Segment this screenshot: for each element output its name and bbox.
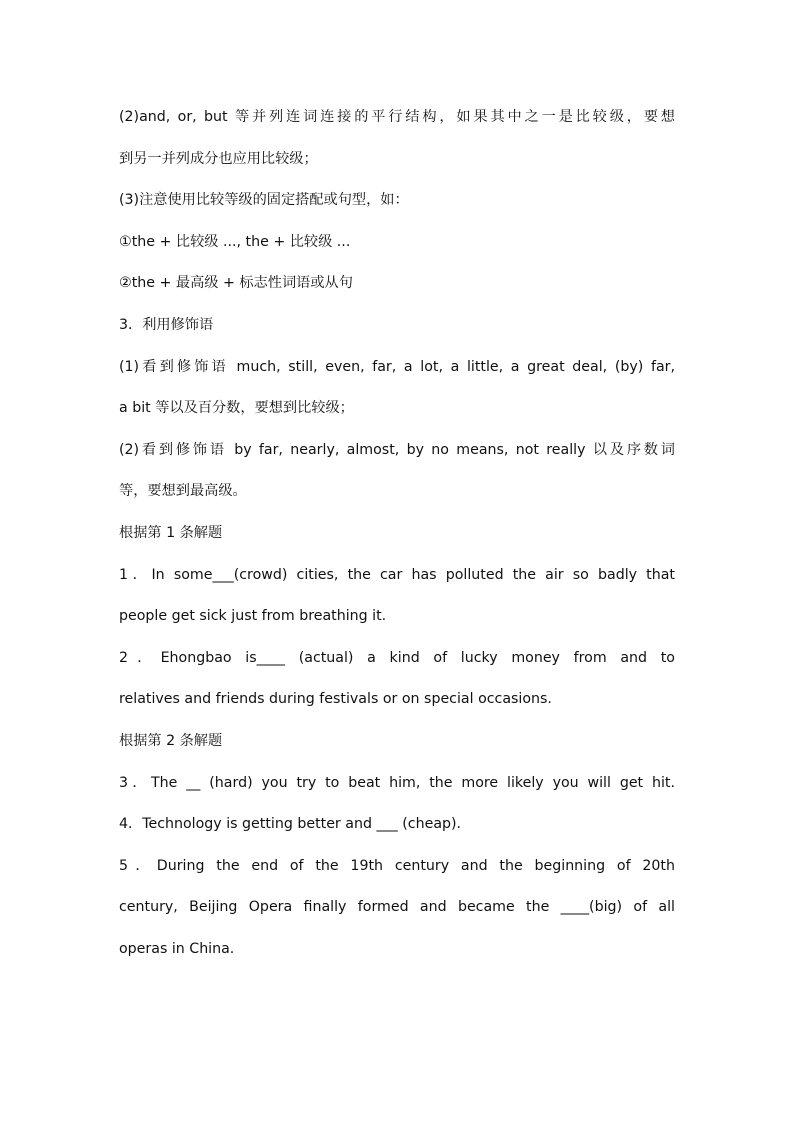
text-line: 等，要想到最高级。 (119, 483, 247, 500)
text-line: a bit 等以及百分数，要想到比较级； (119, 400, 354, 417)
text-line: (2)and, or, but 等并列连词连接的平行结构，如果其中之一是比较级，要想 (119, 109, 675, 125)
exercise-line: operas in China. (119, 940, 235, 957)
exercise-line: 2．Ehongbao is____ (actual) a kind of lucky money from and to (119, 649, 675, 666)
exercise-line: 5．During the end of the 19th century and the beginning of 20th (119, 857, 675, 874)
subsection-heading: 根据第 2 条解题 (119, 732, 223, 749)
text-line: (1)看到修饰语 much, still, even, far, a lot, a little, a great deal, (by) far, (119, 358, 675, 375)
text-line: (3)注意使用比较等级的固定搭配或句型，如： (119, 192, 409, 209)
document-body (119, 97, 675, 970)
exercise-line: century, Beijing Opera finally formed and became the ____(big) of all (119, 899, 675, 916)
text-line: ②the + 最高级 + 标志性词语或从句 (119, 275, 353, 292)
section-heading: 3．利用修饰语 (119, 316, 214, 333)
exercise-line: relatives and friends during festivals or on special occasions. (119, 691, 552, 708)
text-line: 到另一并列成分也应用比较级； (119, 150, 318, 167)
text-line: (2)看到修饰语 by far, nearly, almost, by no means, not really 以及序数词 (119, 441, 675, 458)
subsection-heading: 根据第 1 条解题 (119, 524, 223, 541)
exercise-line: 1．In some___(crowd) cities, the car has polluted the air so badly that (119, 566, 675, 583)
exercise-line: 3．The __ (hard) you try to beat him, the more likely you will get hit. (119, 774, 675, 791)
exercise-line: 4．Technology is getting better and ___ (cheap)． (119, 816, 471, 833)
exercise-line: people get sick just from breathing it. (119, 608, 387, 625)
text-line: ①the + 比较级 ..., the + 比较级 ... (119, 233, 351, 250)
